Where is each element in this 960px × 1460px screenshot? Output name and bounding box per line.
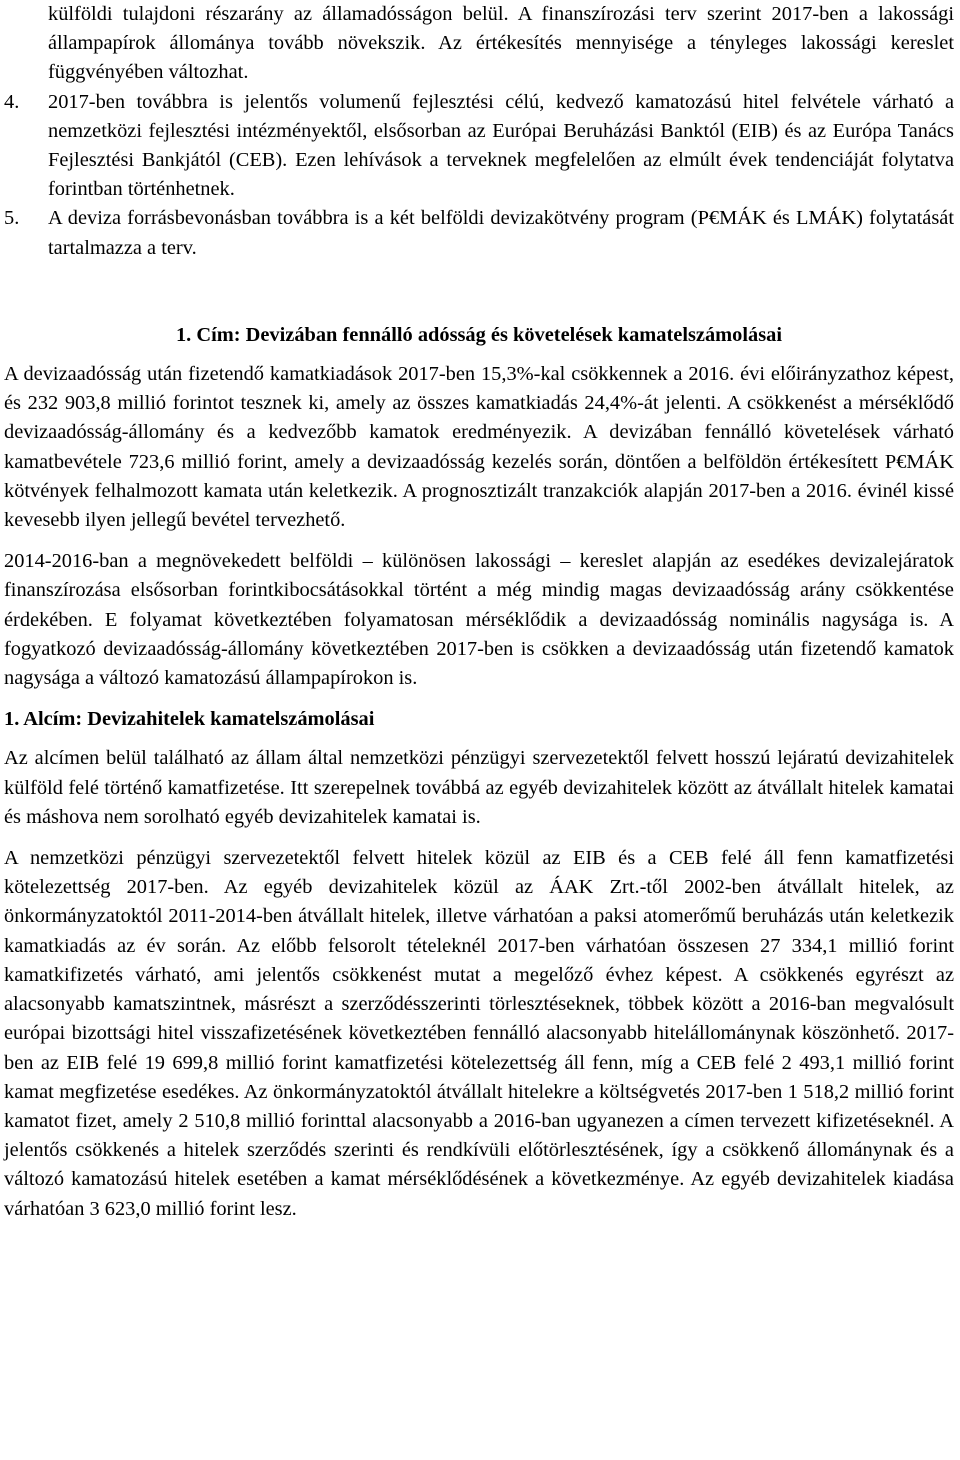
body-paragraph: A nemzetközi pénzügyi szervezetektől felvett hitelek közül az EIB és a CEB felé áll fenn kamatfizetési kötelezettség 2017-ben. Az egyéb devizahitelek közül az ÁAK Zrt.-től 2002-ben átvállalt hitelek, az önkormányzatoktól 2011-2014-ben átvállalt hitelek, illetve várhatóan a paksi atomerőmű beruházás után keletkezik kamatkiadás az év során. Az előbb felsorolt tételeknél 2017-ben várhatóan összesen 27 334,1 millió forint kamatkifizetés várható, ami jelentős csökkenést mutat a megelőző évhez képest. A csökkenés egyrészt az alacsonyabb kamatszintnek, másrészt a szerződésszerinti törlesztéseknek, többek között a 2016-ban megvalósult európai bizottsági hitel visszafizetésének következtében fennálló alacsonyabb hitelállománynak köszönhető. 2017-ben az EIB felé 19 699,8 millió forint kamatfizetési kötelezettség áll fenn, míg a CEB felé 2 493,1 millió forint kamat megfizetése esedékes. Az önkormányzatoktól átvállalt hitelekre a költségvetés 2017-ben 1 518,2 millió forint kamatot fizet, amely 2 510,8 millió forinttal alacsonyabb a 2016-ban ugyanezen a címen tervezett kifizetéseknél. A jelentős csökkenés a hitelek szerződés szerinti és rendkívüli előtörlesztésének, így a csökkenő állománynak és a változó kamatozású hitelek esetében a kamat mérséklődésének a következménye. Az egyéb devizahitelek kiadása várhatóan 3 623,0 millió forint lesz. [4,847,954,1220]
spacer [4,693,954,705]
section-heading: 1. Cím: Devizában fennálló adósság és követelések kamatelszámolásai [175,323,783,346]
spacer [4,535,954,547]
list-item [4,88,954,205]
list-item-text: 2017-ben továbbra is jelentős volumenű fejlesztési célú, kedvező kamatozású hitel felvétele várható a nemzetközi fejlesztési intézményektől, elsősorban az Európai Beruházási Banktól (EIB) és az Európa Tanács Fejlesztési Bankjától (CEB). Ezen lehívások a terveknek megfelelően az elmúlt évek tendenciáját folytatva forintban történhetnek. [48,90,954,201]
subsection-heading: 1. Alcím: Devizahitelek kamatelszámolásai [4,708,375,731]
list-continuation-text: külföldi tulajdoni részarány az államadósságon belül. A finanszírozási terv szerint 2017-ben a lakossági állampapírok állománya tovább növekszik. Az értékesítés mennyisége a tényleges lakossági kereslet függvényében változhat. [48,3,954,84]
body-paragraph: Az alcímen belül található az állam által nemzetközi pénzügyi szervezetektől felvett hosszú lejáratú devizahitelek külföld felé történő kamatfizetése. Itt szerepelnek továbbá az egyéb devizahitelek között az átvállalt hitelek kamatai és máshova nem sorolható egyéb devizahitelek kamatai is. [4,747,954,828]
document-page [4,0,954,1224]
spacer [4,832,954,844]
spacer [4,263,954,321]
body-paragraph: A devizaadósság után fizetendő kamatkiadások 2017-ben 15,3%-kal csökkennek a 2016. évi előirányzathoz képest, és 232 903,8 millió forintot tesznek ki, amely az összes kamatkiadás 24,4%-át jelenti. A csökkenést a mérséklődő devizaadósság-állomány és a kedvezőbb kamatok eredményezik. A devizában fennálló követelések várható kamatbevétele 723,6 millió forint, amely a devizaadósság kezelés során, döntően a belföldön értékesített P€MÁK kötvények felhalmozott kamata után keletkezik. A prognosztizált tranzakciók alapján 2017-ben a 2016. évinél kissé kevesebb ilyen jellegű bevétel tervezhető. [4,363,954,532]
numbered-list [4,88,954,263]
list-item-text: A deviza forrásbevonásban továbbra is a két belföldi devizakötvény program (P€MÁK és LMÁK) folytatását tartalmazza a terv. [48,207,954,259]
list-item-number: 5. [4,207,20,230]
spacer [4,350,954,360]
body-paragraph: 2014-2016-ban a megnövekedett belföldi – különösen lakossági – kereslet alapján az esedékes devizalejáratok finanszírozása elsősorban forintkibocsátásokkal történt a még mindig magas devizaadósság arány csökkentése érdekében. E folyamat következtében folyamatosan mérséklődik a devizaadósság nominális nagysága is. A fogyatkozó devizaadósság-állomány következtében 2017-ben is csökken a devizaadósság után fizetendő kamatok nagysága a változó kamatozású állampapírokon is. [4,550,954,690]
spacer [4,734,954,744]
list-item-number: 4. [4,90,20,113]
list-item [4,204,954,262]
